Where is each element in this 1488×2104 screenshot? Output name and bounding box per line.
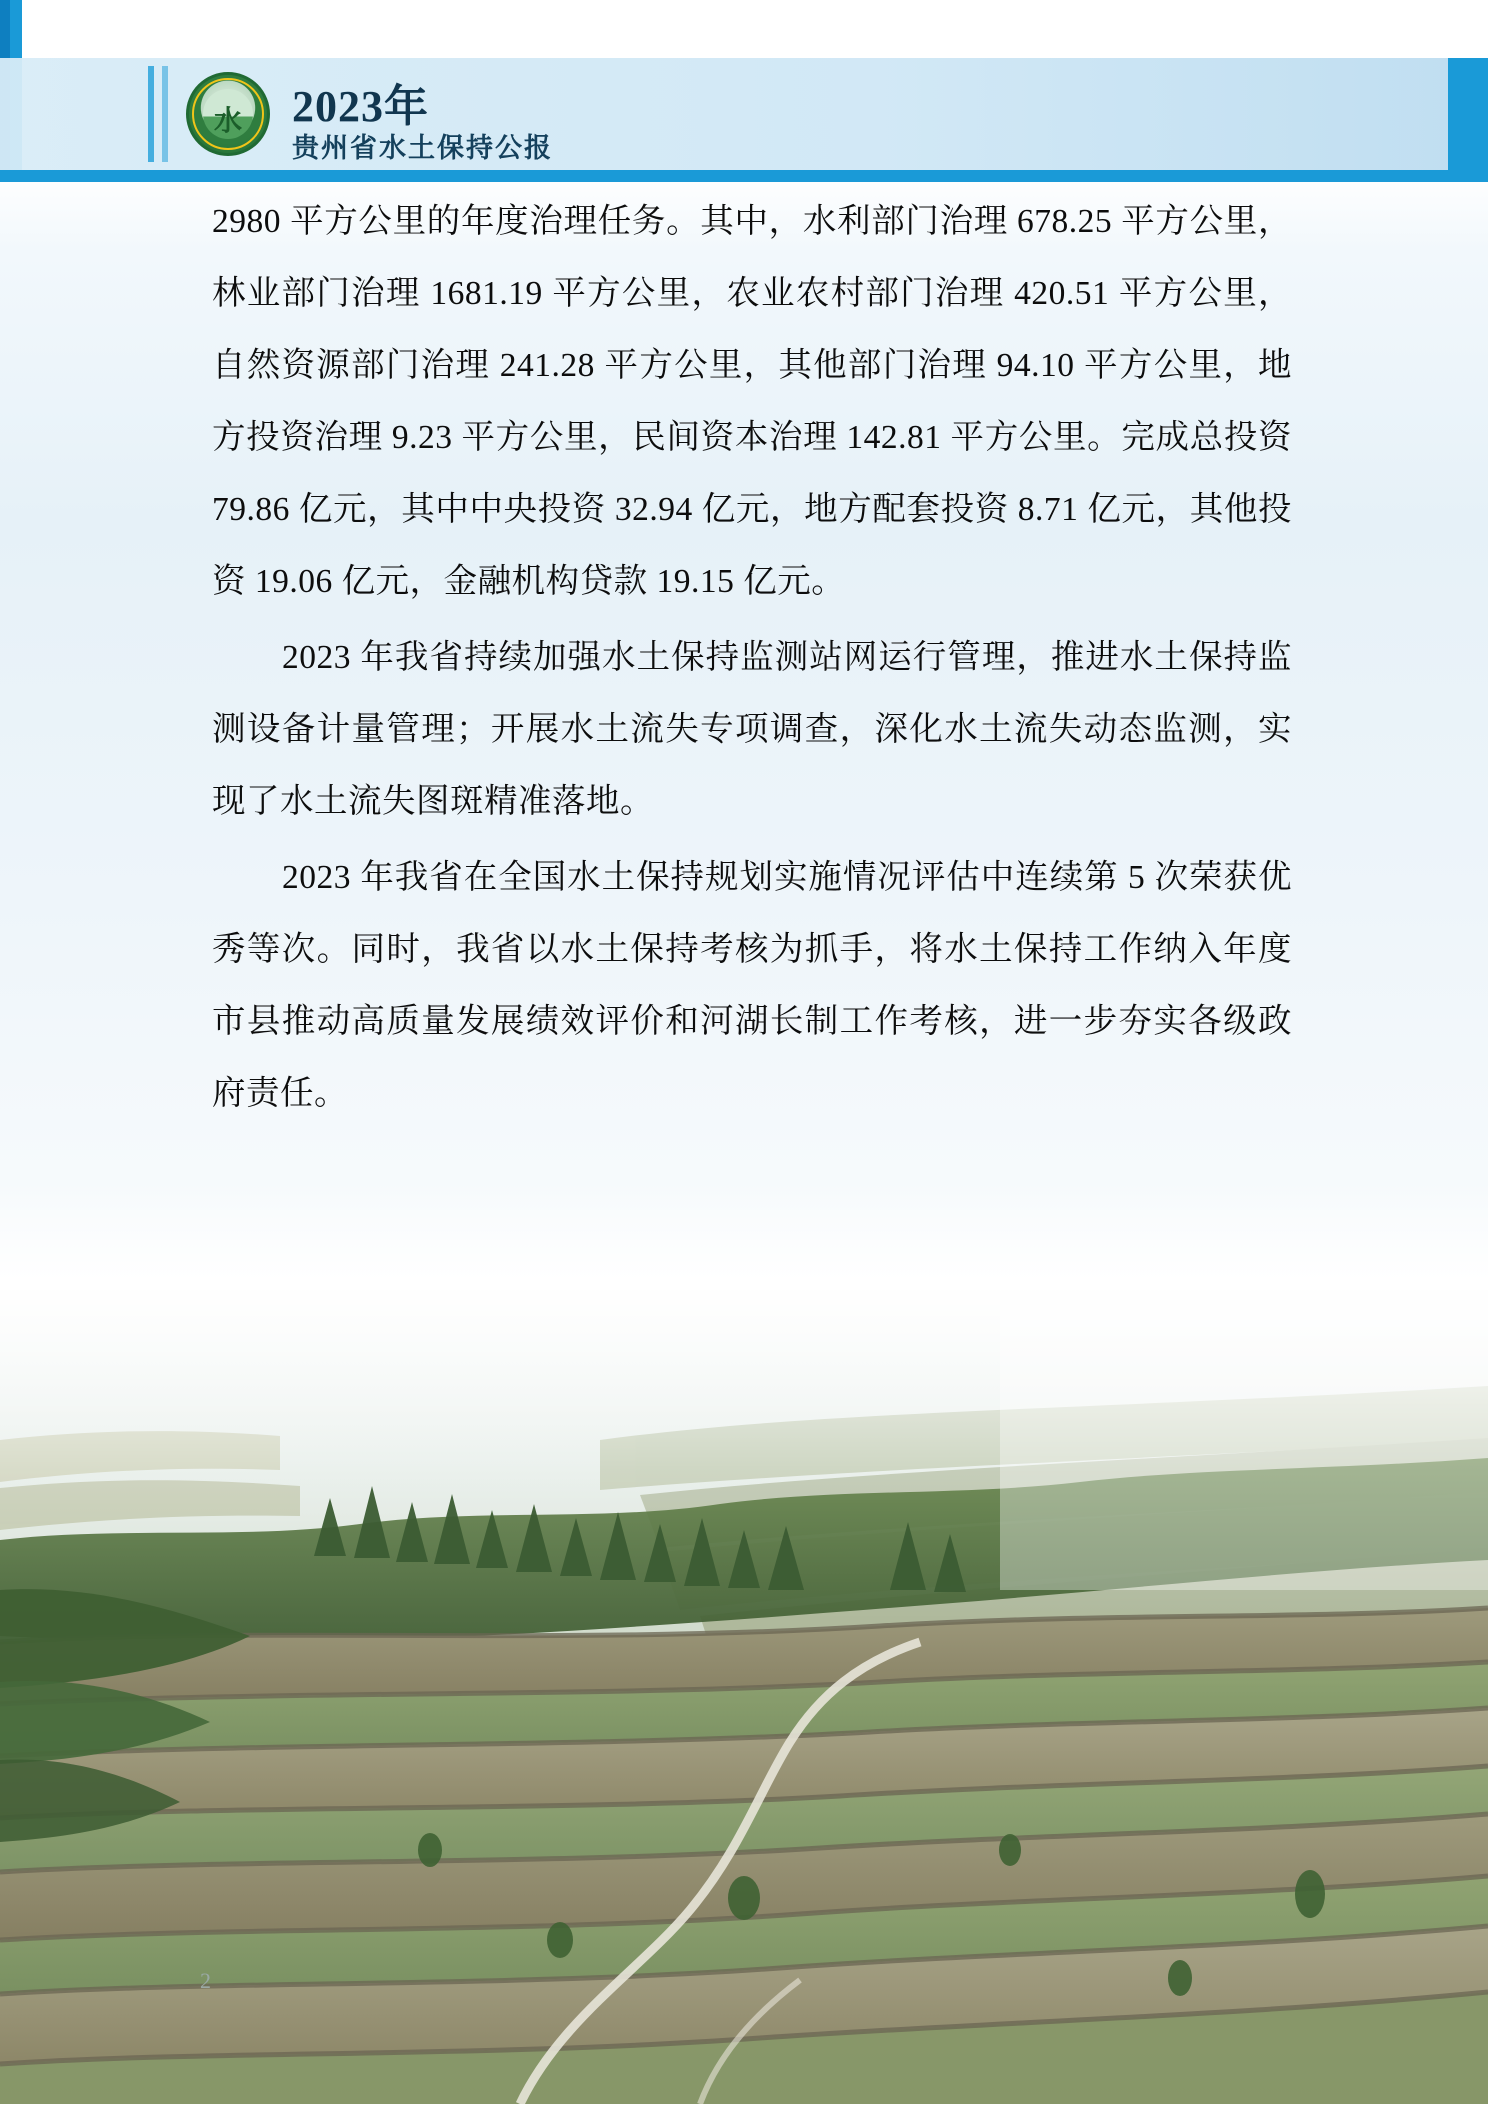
emblem-glyph: 水 [213, 106, 242, 137]
paragraph-1: 2980 平方公里的年度治理任务。其中，水利部门治理 678.25 平方公里，林业部门治理 1681.19 平方公里，农业农村部门治理 420.51 平方公里，自然资源部门治理 241.28 平方公里，其他部门治理 94.10 平方公里，地方投资治理 9.23 平方公里，民间资本治理 142.81 平方公里。完成总投资 79.86 亿元，其中中央投资 32.94 亿元，地方配套投资 8.71 亿元，其他投资 19.06 亿元，金融机构贷款 19.15 亿元。 [212, 203, 1292, 600]
terraced-hillside-photo [0, 1290, 1488, 2104]
header-band-right-accent [1448, 58, 1488, 170]
page-number: 2 [200, 1968, 211, 1993]
emblem-icon [186, 72, 270, 156]
header-subtitle: 贵州省水土保持公报 [292, 133, 553, 163]
paragraph-2: 2023 年我省持续加强水土保持监测站网运行管理，推进水土保持监测设备计量管理；开展水土流失专项调查，深化水土流失动态监测，实现了水土流失图斑精准落地。 [212, 639, 1292, 820]
header-year-title: 2023年 [292, 82, 429, 131]
paragraph-3: 2023 年我省在全国水土保持规划实施情况评估中连续第 5 次荣获优秀等次。同时，我省以水土保持考核为抓手，将水土保持工作纳入年度市县推动高质量发展绩效评价和河湖长制工作考核，进一步夯实各级政府责任。 [212, 859, 1292, 1112]
document-body [212, 186, 1292, 1134]
page-header [0, 58, 1488, 178]
header-bottom-rule [0, 170, 1488, 182]
